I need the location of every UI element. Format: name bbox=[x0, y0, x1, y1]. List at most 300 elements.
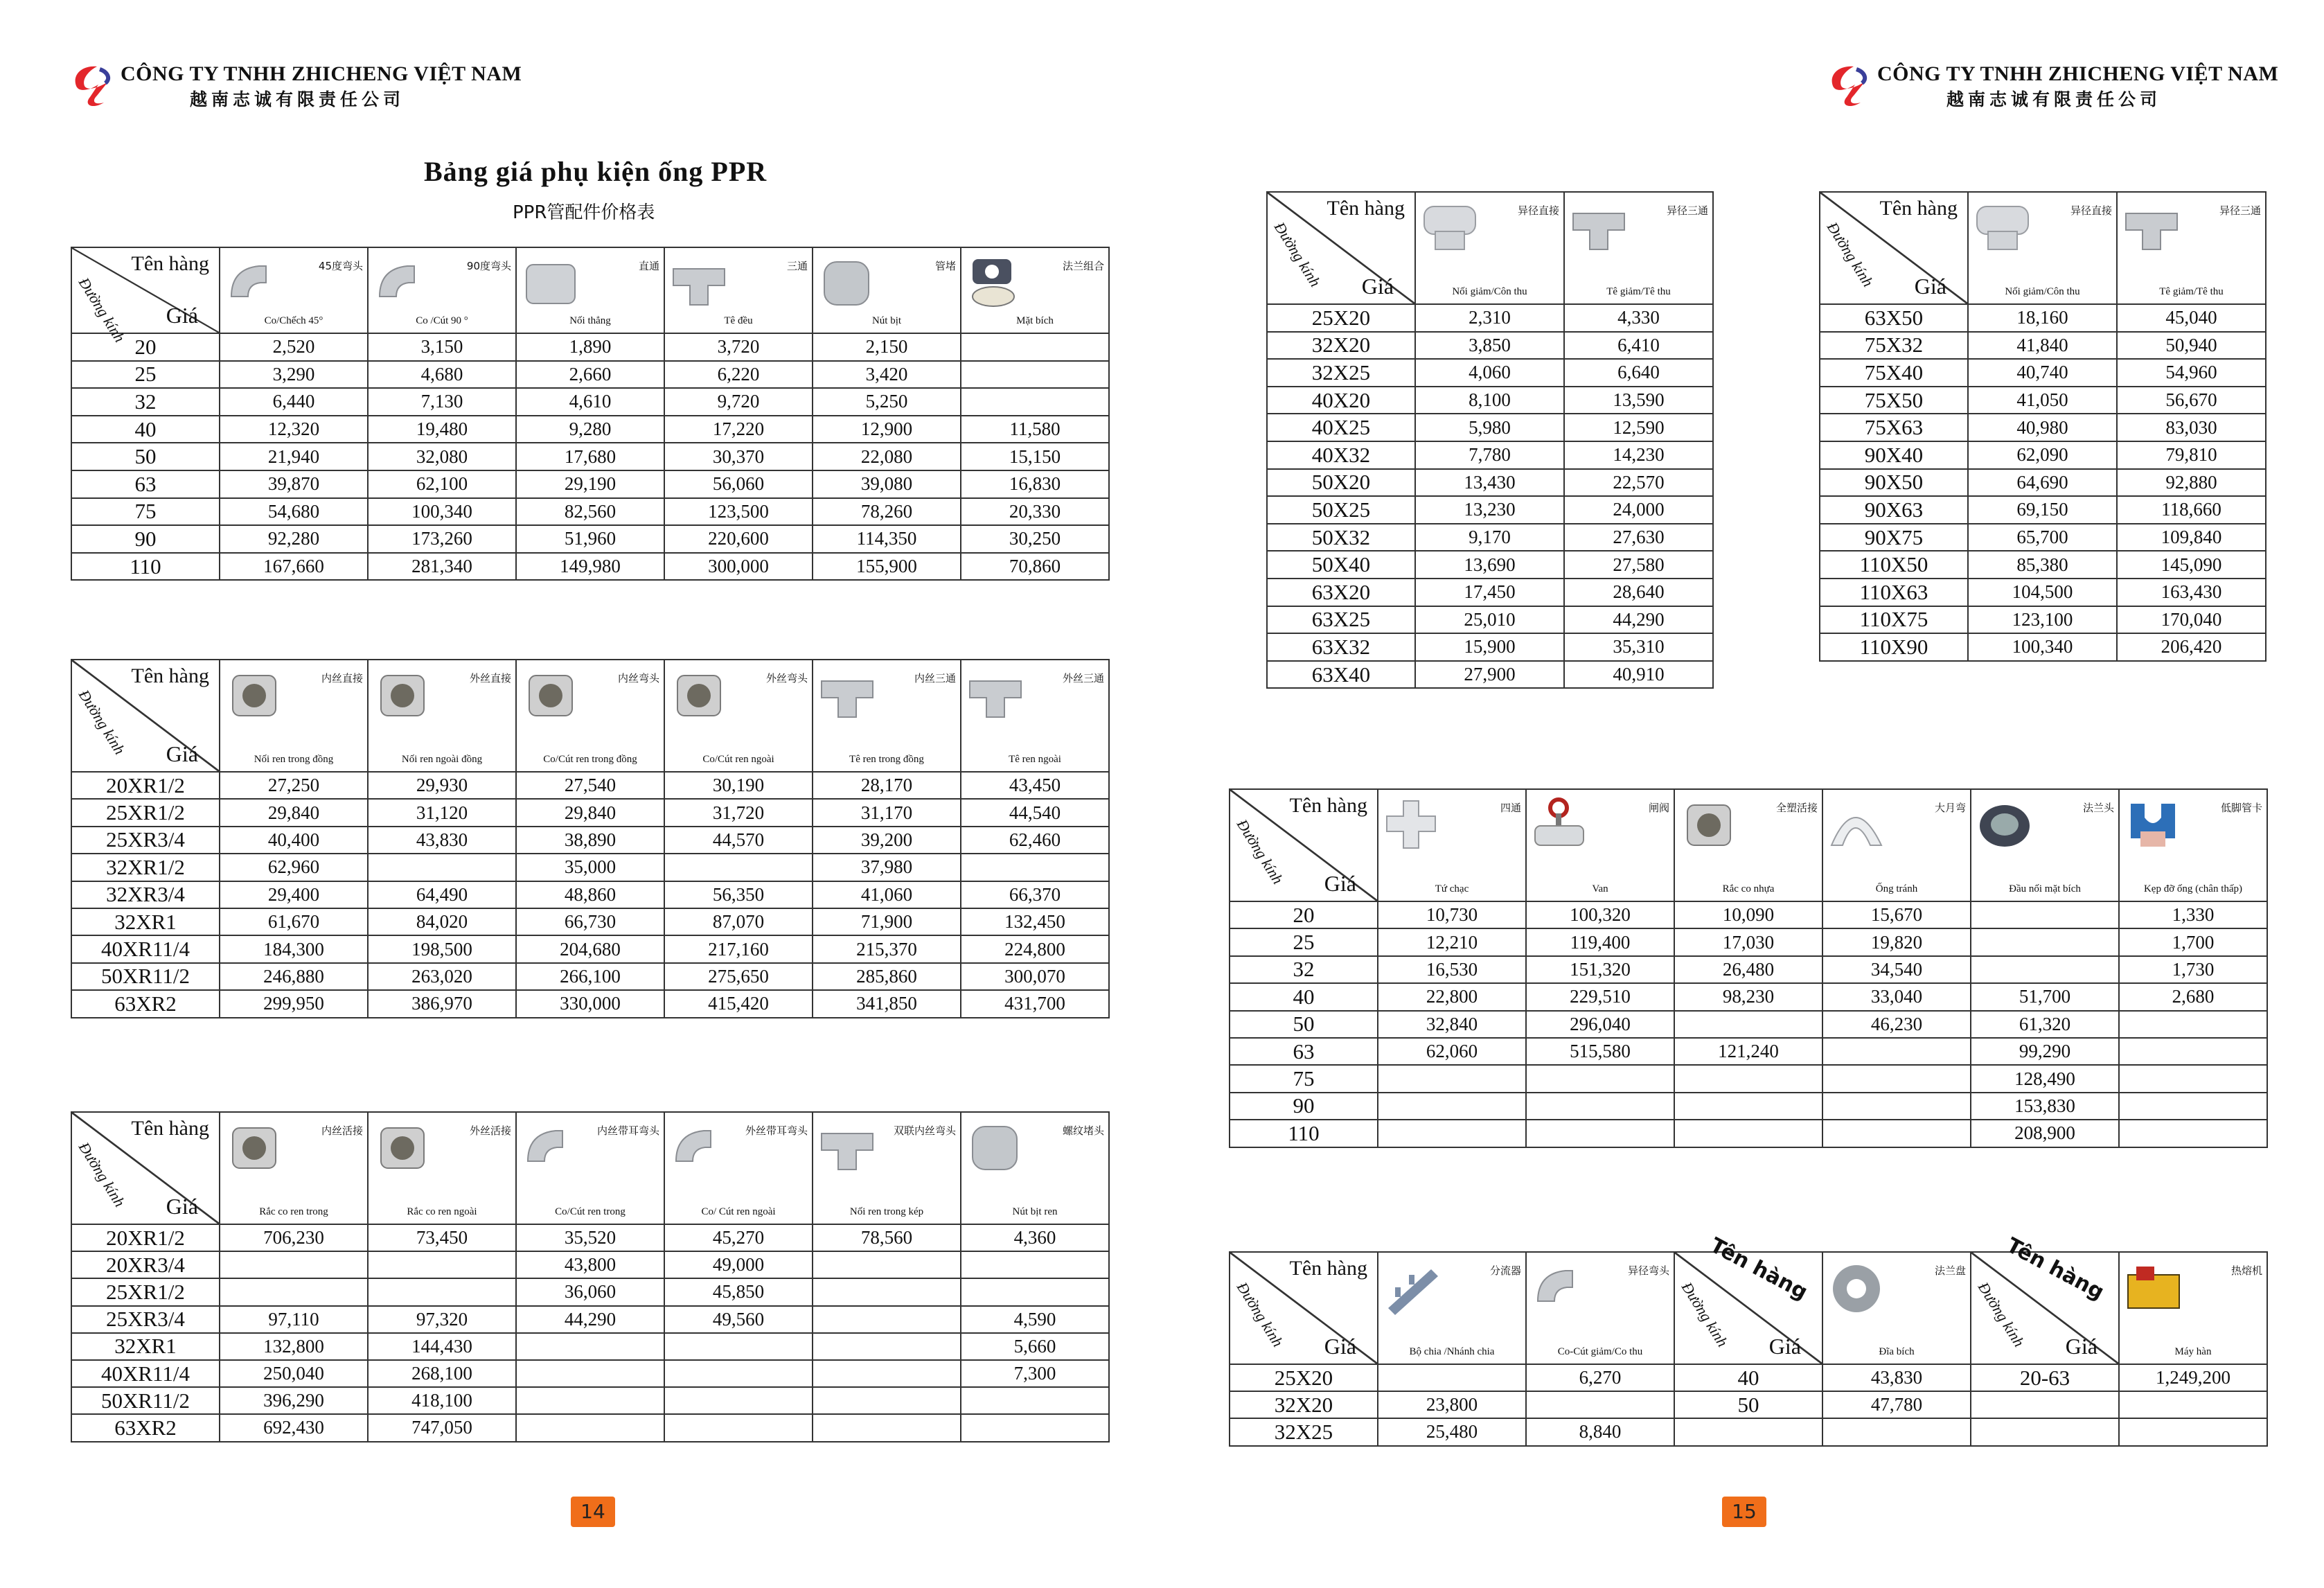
size-cell: 75X63 bbox=[1820, 414, 1968, 441]
price-cell bbox=[1822, 1120, 1971, 1147]
header-duong-kinh: Đường kính bbox=[1974, 1279, 2028, 1350]
price-cell: 22,800 bbox=[1378, 983, 1526, 1010]
size-cell: 50 bbox=[1230, 1011, 1378, 1038]
price-cell: 84,020 bbox=[368, 908, 516, 935]
product-header-4 bbox=[813, 247, 961, 333]
price-cell: 281,340 bbox=[368, 553, 516, 581]
fitting-image-icon bbox=[224, 1120, 284, 1176]
price-cell bbox=[368, 854, 516, 881]
size-cell: 63XR2 bbox=[71, 1414, 220, 1441]
price-cell: 16,530 bbox=[1378, 956, 1526, 983]
table-row bbox=[1230, 901, 2267, 928]
price-cell bbox=[1822, 1065, 1971, 1092]
page-title: Bảng giá phụ kiện ống PPR bbox=[424, 156, 768, 187]
table-row bbox=[1820, 441, 2266, 469]
size-cell: 32XR1 bbox=[71, 908, 220, 935]
price-cell: 28,640 bbox=[1564, 579, 1713, 606]
price-cell: 51,960 bbox=[516, 525, 664, 553]
price-cell: 54,680 bbox=[220, 498, 368, 526]
size-cell: 50X20 bbox=[1267, 469, 1415, 497]
company-header-left bbox=[69, 62, 522, 111]
price-cell: 39,870 bbox=[220, 470, 368, 498]
price-cell: 43,830 bbox=[368, 827, 516, 854]
size-cell: 40 bbox=[71, 416, 220, 443]
fitting-image-icon bbox=[817, 255, 877, 312]
size-cell: 90X40 bbox=[1820, 441, 1968, 469]
product-name-vn: Bộ chia /Nhánh chia bbox=[1409, 1346, 1495, 1357]
price-cell bbox=[813, 1251, 961, 1278]
price-cell: 62,100 bbox=[368, 470, 516, 498]
price-cell: 7,780 bbox=[1415, 441, 1564, 469]
fitting-image-icon bbox=[669, 255, 729, 312]
header-duong-kinh: Đường kính bbox=[75, 1139, 129, 1210]
size-cell: 25XR1/2 bbox=[71, 1278, 220, 1305]
size-cell: 63XR2 bbox=[71, 990, 220, 1017]
product-name-vn: Tê ren trong đồng bbox=[849, 754, 924, 765]
size-cell: 50 bbox=[1674, 1391, 1822, 1418]
price-cell: 17,220 bbox=[664, 416, 813, 443]
product-header-3 bbox=[664, 247, 813, 333]
price-cell bbox=[2119, 1011, 2267, 1038]
price-cell bbox=[664, 1414, 813, 1441]
price-table-misc bbox=[1229, 1233, 2268, 1447]
price-cell: 22,080 bbox=[813, 443, 961, 470]
product-name-vn: Tê ren ngoài bbox=[1009, 754, 1061, 765]
price-cell bbox=[1822, 1038, 1971, 1065]
size-cell: 20XR1/2 bbox=[71, 1224, 220, 1251]
price-cell: 1,890 bbox=[516, 333, 664, 361]
size-cell bbox=[1971, 1391, 2119, 1418]
price-cell bbox=[813, 1278, 961, 1305]
price-cell: 12,210 bbox=[1378, 928, 1526, 955]
product-name-zh: 分流器 bbox=[1489, 1264, 1521, 1277]
product-header-0 bbox=[220, 660, 368, 772]
product-name-vn: Nối ren trong kép bbox=[849, 1206, 924, 1217]
price-cell bbox=[368, 1251, 516, 1278]
price-cell bbox=[220, 1251, 368, 1278]
price-cell: 19,820 bbox=[1822, 928, 1971, 955]
price-cell bbox=[813, 1333, 961, 1360]
price-cell: 27,540 bbox=[516, 772, 664, 799]
header-gia: Giá bbox=[166, 1194, 198, 1219]
table-row bbox=[1267, 469, 1713, 497]
price-cell: 66,730 bbox=[516, 908, 664, 935]
size-cell: 75 bbox=[1230, 1065, 1378, 1092]
price-cell bbox=[2119, 1065, 2267, 1092]
size-cell bbox=[1971, 1418, 2119, 1445]
price-cell: 7,130 bbox=[368, 388, 516, 416]
price-cell: 62,960 bbox=[220, 854, 368, 881]
table-row bbox=[1230, 956, 2267, 983]
table-row bbox=[1820, 606, 2266, 634]
product-name-zh: 直通 bbox=[638, 260, 659, 272]
price-cell: 299,950 bbox=[220, 990, 368, 1017]
price-cell bbox=[516, 1387, 664, 1414]
product-name-zh: 管堵 bbox=[934, 260, 956, 272]
table-row bbox=[71, 1278, 1109, 1305]
price-cell: 104,500 bbox=[1968, 579, 2117, 606]
price-cell bbox=[1674, 1093, 1822, 1120]
price-cell: 41,840 bbox=[1968, 332, 2117, 360]
fitting-image-icon bbox=[2124, 1260, 2183, 1316]
company-name-vn: CÔNG TY TNHH ZHICHENG VIỆT NAM bbox=[1877, 62, 2279, 85]
price-cell: 40,400 bbox=[220, 827, 368, 854]
price-cell: 1,249,200 bbox=[2119, 1364, 2267, 1391]
size-cell: 25XR3/4 bbox=[71, 827, 220, 854]
price-table-cross-valve bbox=[1229, 788, 2268, 1148]
header-gia: Giá bbox=[1361, 274, 1394, 299]
product-name-vn: Đĩa bích bbox=[1879, 1346, 1915, 1357]
product-name-vn: Co/Cút ren trong bbox=[555, 1206, 626, 1217]
price-table-reducers-a bbox=[1266, 191, 1714, 689]
price-cell: 31,720 bbox=[664, 799, 813, 826]
fitting-image-icon bbox=[669, 1120, 729, 1176]
size-cell: 20XR1/2 bbox=[71, 772, 220, 799]
price-cell: 36,060 bbox=[516, 1278, 664, 1305]
product-name-zh: 全塑活接 bbox=[1775, 802, 1818, 814]
price-cell: 6,220 bbox=[664, 361, 813, 389]
price-cell bbox=[961, 333, 1109, 361]
price-cell bbox=[813, 1306, 961, 1333]
page-number-left: 14 bbox=[571, 1497, 615, 1527]
size-cell: 40 bbox=[1674, 1364, 1822, 1391]
fitting-image-icon bbox=[373, 1120, 432, 1176]
fitting-image-icon bbox=[1531, 1260, 1590, 1316]
price-cell: 296,040 bbox=[1526, 1011, 1674, 1038]
price-cell: 13,230 bbox=[1415, 496, 1564, 524]
table-row bbox=[1267, 661, 1713, 689]
table-row bbox=[71, 1360, 1109, 1387]
product-name-vn: Co/Cút ren ngoài bbox=[702, 754, 774, 765]
price-cell: 40,910 bbox=[1564, 661, 1713, 689]
price-cell: 30,250 bbox=[961, 525, 1109, 553]
product-header-4 bbox=[813, 1112, 961, 1224]
product-name-vn: Nối ren ngoài đồng bbox=[401, 754, 483, 765]
fitting-image-icon bbox=[2124, 797, 2183, 854]
size-cell: 75X50 bbox=[1820, 387, 1968, 414]
header-ten-hang: Tên hàng bbox=[1289, 1257, 1367, 1280]
price-cell: 44,290 bbox=[516, 1306, 664, 1333]
product-header-1 bbox=[368, 247, 516, 333]
price-cell bbox=[220, 1278, 368, 1305]
fitting-image-icon bbox=[817, 1120, 877, 1176]
corner-header bbox=[1674, 1233, 1822, 1364]
product-name-vn: Co-Cút giảm/Co thu bbox=[1557, 1346, 1643, 1357]
price-cell: 123,500 bbox=[664, 498, 813, 526]
company-logo-icon bbox=[1826, 62, 1869, 111]
price-cell: 64,690 bbox=[1968, 469, 2117, 497]
price-cell: 44,570 bbox=[664, 827, 813, 854]
size-cell: 63X25 bbox=[1267, 606, 1415, 634]
table-row bbox=[71, 990, 1109, 1017]
size-cell: 25X20 bbox=[1230, 1364, 1378, 1391]
price-cell: 2,520 bbox=[220, 333, 368, 361]
table-row bbox=[1267, 387, 1713, 414]
table-row bbox=[1230, 1011, 2267, 1038]
price-cell: 12,320 bbox=[220, 416, 368, 443]
size-cell: 110X90 bbox=[1820, 633, 1968, 661]
price-cell: 9,280 bbox=[516, 416, 664, 443]
product-name-vn: Tê giảm/Tê thu bbox=[1606, 286, 1671, 297]
product-header-2 bbox=[516, 660, 664, 772]
size-cell: 63 bbox=[1230, 1038, 1378, 1065]
table-row bbox=[1267, 441, 1713, 469]
product-name-vn: Đầu nối mặt bích bbox=[2009, 883, 2081, 894]
price-cell bbox=[1526, 1391, 1674, 1418]
size-cell: 50XR11/2 bbox=[71, 1387, 220, 1414]
price-table-unions-elbows bbox=[71, 1111, 1110, 1443]
price-cell bbox=[813, 1387, 961, 1414]
price-cell: 15,900 bbox=[1415, 633, 1564, 661]
product-name-zh: 45度弯头 bbox=[318, 260, 363, 272]
product-header-0 bbox=[1415, 192, 1564, 304]
product-name-zh: 内丝活接 bbox=[321, 1124, 363, 1137]
price-cell: 98,230 bbox=[1674, 983, 1822, 1010]
size-cell: 25XR3/4 bbox=[71, 1306, 220, 1333]
price-cell: 97,320 bbox=[368, 1306, 516, 1333]
header-ten-hang: Tên hàng bbox=[1879, 197, 1958, 220]
fitting-image-icon bbox=[817, 667, 877, 724]
table-row bbox=[71, 1224, 1109, 1251]
price-cell: 2,150 bbox=[813, 333, 961, 361]
corner-header bbox=[1971, 1233, 2119, 1364]
price-cell: 73,450 bbox=[368, 1224, 516, 1251]
product-name-vn: Nối giảm/Côn thu bbox=[1452, 286, 1527, 297]
corner-header bbox=[1820, 192, 1968, 304]
price-cell: 25,010 bbox=[1415, 606, 1564, 634]
product-header-1 bbox=[2117, 192, 2266, 304]
price-cell: 10,730 bbox=[1378, 901, 1526, 928]
product-header-1 bbox=[1526, 789, 1674, 901]
price-cell: 45,270 bbox=[664, 1224, 813, 1251]
price-cell: 285,860 bbox=[813, 963, 961, 990]
price-cell: 100,340 bbox=[368, 498, 516, 526]
price-cell: 224,800 bbox=[961, 935, 1109, 962]
price-cell: 229,510 bbox=[1526, 983, 1674, 1010]
product-header-0 bbox=[220, 1112, 368, 1224]
price-cell: 27,250 bbox=[220, 772, 368, 799]
fitting-image-icon bbox=[966, 667, 1025, 724]
product-name-vn: Nối thẳng bbox=[569, 315, 611, 326]
table-row bbox=[1267, 304, 1713, 332]
price-cell bbox=[1674, 1120, 1822, 1147]
price-cell: 268,100 bbox=[368, 1360, 516, 1387]
product-name-zh: 四通 bbox=[1500, 802, 1521, 814]
price-cell: 65,700 bbox=[1968, 524, 2117, 552]
product-header-1 bbox=[368, 660, 516, 772]
price-cell: 29,400 bbox=[220, 881, 368, 908]
price-cell: 43,830 bbox=[1822, 1364, 1971, 1391]
price-cell: 12,900 bbox=[813, 416, 961, 443]
header-duong-kinh: Đường kính bbox=[1233, 816, 1287, 888]
table-row bbox=[1267, 496, 1713, 524]
price-cell bbox=[1378, 1120, 1526, 1147]
price-cell bbox=[813, 1360, 961, 1387]
price-cell: 13,690 bbox=[1415, 551, 1564, 579]
product-header-3 bbox=[664, 660, 813, 772]
fitting-image-icon bbox=[521, 667, 580, 724]
size-cell: 25 bbox=[1230, 928, 1378, 955]
price-cell: 123,100 bbox=[1968, 606, 2117, 634]
price-cell: 23,800 bbox=[1378, 1391, 1526, 1418]
table-row bbox=[1820, 633, 2266, 661]
price-cell: 56,350 bbox=[664, 881, 813, 908]
table-row bbox=[1820, 469, 2266, 497]
size-cell: 32XR1 bbox=[71, 1333, 220, 1360]
size-cell: 32X20 bbox=[1230, 1391, 1378, 1418]
price-cell: 61,670 bbox=[220, 908, 368, 935]
product-name-zh: 内丝三通 bbox=[914, 672, 956, 685]
price-cell: 27,630 bbox=[1564, 524, 1713, 552]
size-cell: 20XR3/4 bbox=[71, 1251, 220, 1278]
price-cell bbox=[1971, 901, 2119, 928]
table-row bbox=[1820, 496, 2266, 524]
table-row bbox=[71, 470, 1109, 498]
size-cell: 110X63 bbox=[1820, 579, 1968, 606]
price-cell: 56,670 bbox=[2117, 387, 2266, 414]
table-row bbox=[71, 525, 1109, 553]
fitting-image-icon bbox=[966, 1120, 1025, 1176]
price-cell: 8,100 bbox=[1415, 387, 1564, 414]
product-name-vn: Rắc co nhựa bbox=[1722, 883, 1775, 894]
price-cell bbox=[1378, 1364, 1526, 1391]
size-cell: 50X32 bbox=[1267, 524, 1415, 552]
table-row bbox=[71, 881, 1109, 908]
fitting-image-icon bbox=[1420, 200, 1480, 256]
table-row bbox=[71, 1306, 1109, 1333]
price-cell: 4,360 bbox=[961, 1224, 1109, 1251]
price-cell: 4,680 bbox=[368, 361, 516, 389]
price-cell bbox=[2119, 1038, 2267, 1065]
price-cell: 30,370 bbox=[664, 443, 813, 470]
price-cell: 31,120 bbox=[368, 799, 516, 826]
price-cell: 12,590 bbox=[1564, 414, 1713, 441]
product-header-5 bbox=[961, 1112, 1109, 1224]
table-row bbox=[1267, 414, 1713, 441]
price-cell bbox=[664, 854, 813, 881]
product-name-zh: 90度弯头 bbox=[466, 260, 511, 272]
price-cell: 263,020 bbox=[368, 963, 516, 990]
price-cell: 3,850 bbox=[1415, 332, 1564, 360]
table-row bbox=[1267, 606, 1713, 634]
price-cell: 17,450 bbox=[1415, 579, 1564, 606]
product-header-2 bbox=[516, 247, 664, 333]
fitting-image-icon bbox=[1569, 200, 1629, 256]
product-header-0 bbox=[1378, 1252, 1526, 1364]
corner-header bbox=[71, 660, 220, 772]
price-cell: 3,420 bbox=[813, 361, 961, 389]
price-cell bbox=[516, 1333, 664, 1360]
price-cell: 132,800 bbox=[220, 1333, 368, 1360]
price-cell: 8,840 bbox=[1526, 1418, 1674, 1445]
price-cell: 44,290 bbox=[1564, 606, 1713, 634]
price-cell: 79,810 bbox=[2117, 441, 2266, 469]
header-duong-kinh: Đường kính bbox=[1270, 219, 1324, 290]
product-name-zh: 异径三通 bbox=[2219, 204, 2261, 217]
product-name-zh: 异径直接 bbox=[2070, 204, 2112, 217]
table-row bbox=[1267, 524, 1713, 552]
size-cell: 90X50 bbox=[1820, 469, 1968, 497]
price-cell: 145,090 bbox=[2117, 551, 2266, 579]
price-cell: 692,430 bbox=[220, 1414, 368, 1441]
price-cell: 44,540 bbox=[961, 799, 1109, 826]
page-number-right: 15 bbox=[1722, 1497, 1766, 1527]
price-cell: 100,340 bbox=[1968, 633, 2117, 661]
table-row bbox=[1820, 551, 2266, 579]
company-name-zh: 越南志诚有限责任公司 bbox=[190, 89, 405, 109]
fitting-image-icon bbox=[2122, 200, 2181, 256]
price-cell: 246,880 bbox=[220, 963, 368, 990]
price-cell: 66,370 bbox=[961, 881, 1109, 908]
price-cell: 215,370 bbox=[813, 935, 961, 962]
size-cell: 25XR1/2 bbox=[71, 799, 220, 826]
table-row bbox=[1267, 579, 1713, 606]
size-cell: 32X20 bbox=[1267, 332, 1415, 360]
table-header-row bbox=[1820, 192, 2266, 304]
product-name-zh: 低脚管卡 bbox=[2220, 802, 2262, 814]
price-cell: 45,040 bbox=[2117, 304, 2266, 332]
product-name-zh: 内丝直接 bbox=[321, 672, 363, 685]
price-cell: 1,730 bbox=[2119, 956, 2267, 983]
table-row bbox=[1820, 524, 2266, 552]
table-row bbox=[1267, 359, 1713, 387]
price-cell: 41,050 bbox=[1968, 387, 2117, 414]
price-cell: 51,700 bbox=[1971, 983, 2119, 1010]
price-cell: 13,430 bbox=[1415, 469, 1564, 497]
price-cell: 49,560 bbox=[664, 1306, 813, 1333]
size-cell: 50X40 bbox=[1267, 551, 1415, 579]
price-cell bbox=[961, 361, 1109, 389]
size-cell: 50X25 bbox=[1267, 496, 1415, 524]
price-cell bbox=[961, 1278, 1109, 1305]
product-name-vn: Nút bịt bbox=[871, 315, 902, 326]
product-name-zh: 法兰头 bbox=[2082, 802, 2114, 814]
price-cell: 431,700 bbox=[961, 990, 1109, 1017]
product-name-vn: Tê giảm/Tê thu bbox=[2159, 286, 2224, 297]
table-row bbox=[1820, 359, 2266, 387]
product-name-zh: 异径弯头 bbox=[1627, 1264, 1669, 1277]
product-header-4 bbox=[813, 660, 961, 772]
price-cell: 14,230 bbox=[1564, 441, 1713, 469]
product-name-vn: Kẹp đỡ ống (chân thấp) bbox=[2143, 883, 2243, 894]
product-name-vn: Nối ren trong đồng bbox=[254, 754, 334, 765]
price-cell: 71,900 bbox=[813, 908, 961, 935]
price-cell: 17,680 bbox=[516, 443, 664, 470]
price-cell: 3,150 bbox=[368, 333, 516, 361]
price-cell: 415,420 bbox=[664, 990, 813, 1017]
table-row bbox=[71, 553, 1109, 581]
company-logo-icon bbox=[69, 62, 112, 111]
price-cell: 198,500 bbox=[368, 935, 516, 962]
price-cell: 56,060 bbox=[664, 470, 813, 498]
product-name-zh: 法兰盘 bbox=[1934, 1264, 1966, 1277]
size-cell: 20 bbox=[71, 333, 220, 361]
product-name-zh: 外丝活接 bbox=[469, 1124, 511, 1137]
company-name-zh: 越南志诚有限责任公司 bbox=[1946, 89, 2162, 109]
price-cell: 32,840 bbox=[1378, 1011, 1526, 1038]
table-row bbox=[1230, 1418, 2267, 1445]
corner-header bbox=[71, 247, 220, 346]
price-cell: 266,100 bbox=[516, 963, 664, 990]
table-row bbox=[71, 799, 1109, 826]
price-cell bbox=[2119, 1093, 2267, 1120]
product-name-zh: 法兰组合 bbox=[1062, 260, 1104, 272]
price-cell: 149,980 bbox=[516, 553, 664, 581]
price-cell: 5,250 bbox=[813, 388, 961, 416]
price-cell: 9,170 bbox=[1415, 524, 1564, 552]
product-name-zh: 内丝弯头 bbox=[617, 672, 659, 685]
table-row bbox=[1230, 1038, 2267, 1065]
